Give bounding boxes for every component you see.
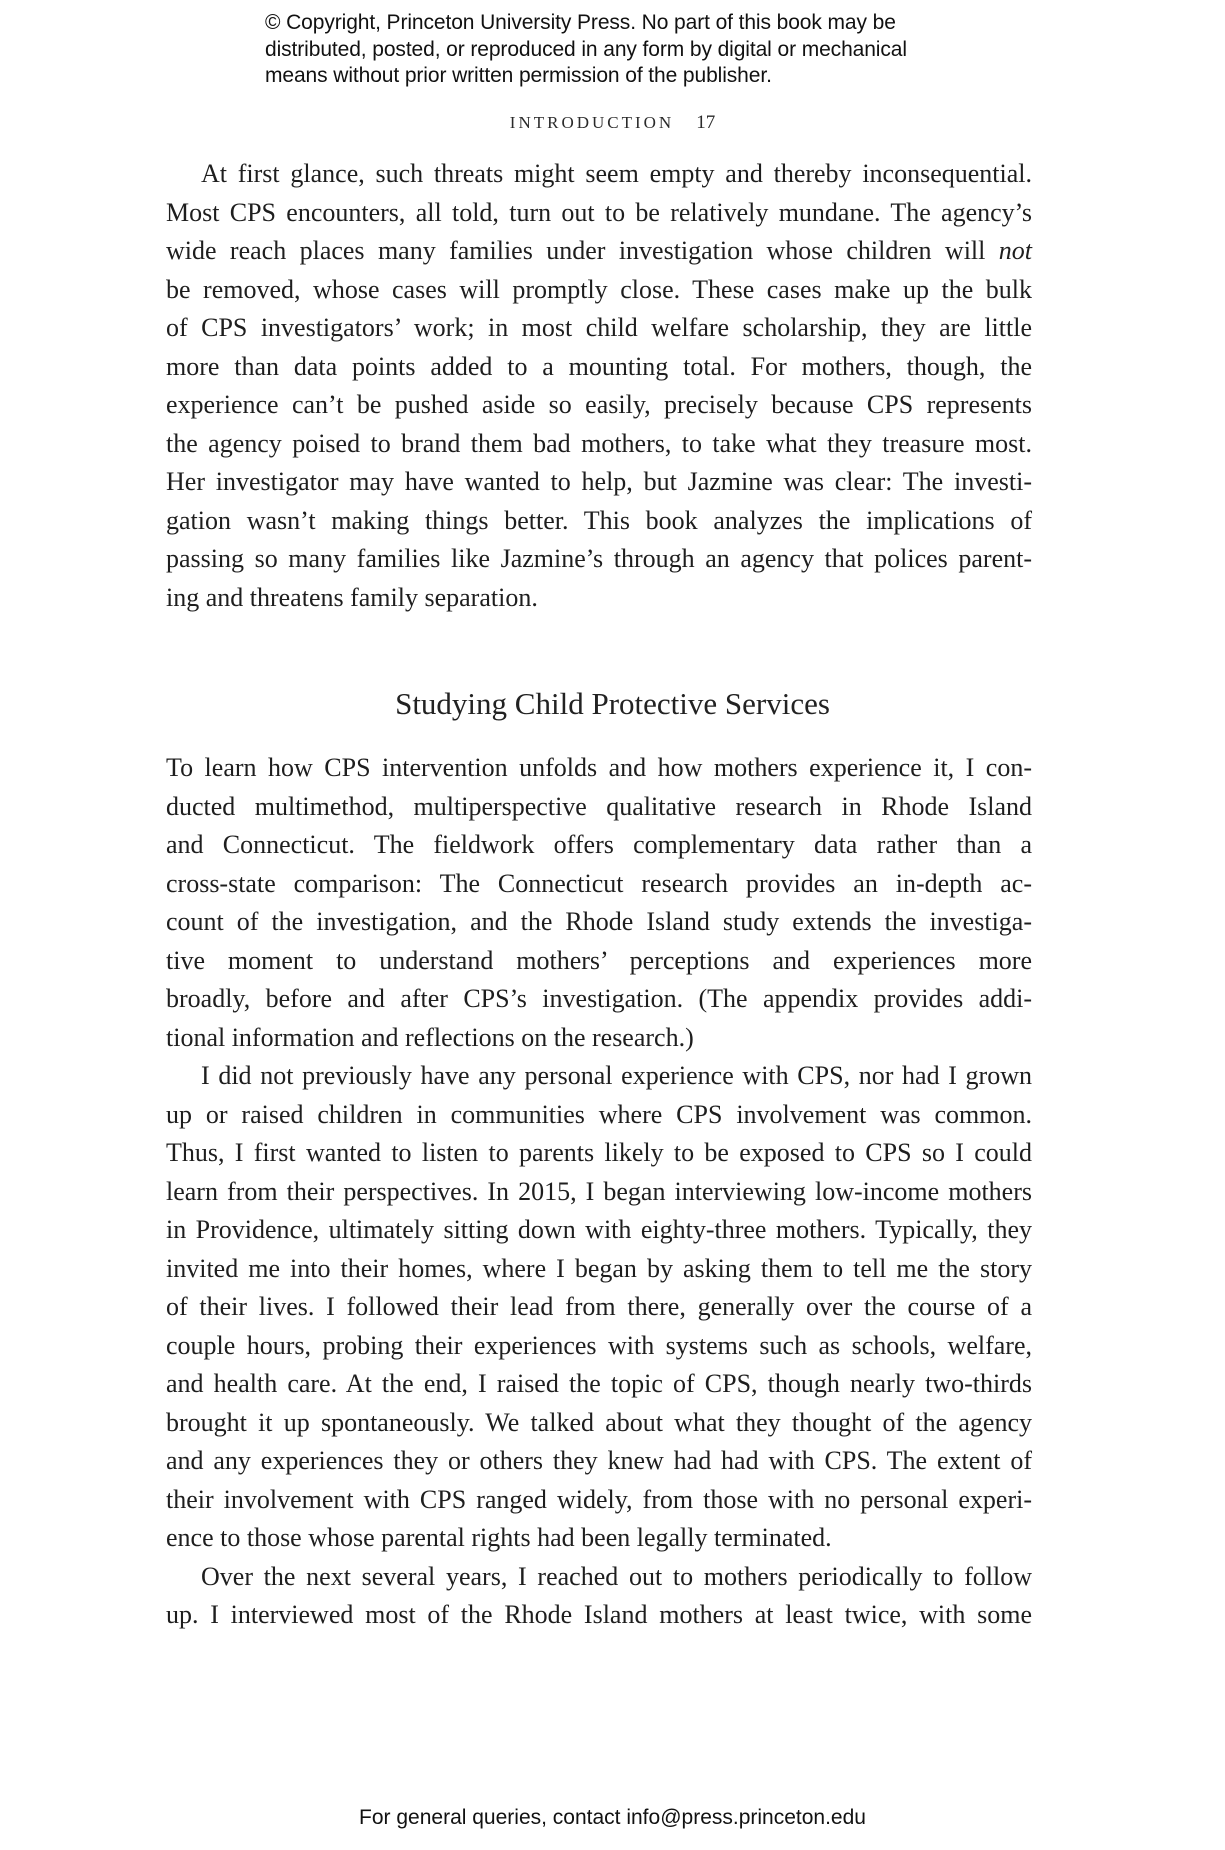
copyright-line: © Copyright, Princeton University Press. No part of this book may be <box>265 11 896 34</box>
text-line: Her investigator may have wanted to help, but Jazmine was clear: The investi- <box>166 467 1032 496</box>
text-line: more than data points added to a mounting total. For mothers, though, the <box>166 351 1032 381</box>
text-line: invited me into their homes, where I began by asking them to tell me the story <box>166 1253 1032 1283</box>
text-line: and health care. At the end, I raised the topic of CPS, though nearly two-thirds <box>166 1369 1032 1398</box>
text-line: tional information and reflections on the research.) <box>166 1022 694 1052</box>
text-line: up. I interviewed most of the Rhode Island mothers at least twice, with some <box>166 1600 1032 1629</box>
text-line: experience can’t be pushed aside so easily, precisely because CPS represents <box>166 390 1032 419</box>
text-line: broadly, before and after CPS’s investigation. (The appendix provides addi- <box>166 984 1032 1013</box>
text-line: up or raised children in communities where CPS involvement was common. <box>166 1099 1032 1129</box>
text-line: tive moment to understand mothers’ perceptions and experiences more <box>166 945 1032 975</box>
text-line: ducted multimethod, multiperspective qualitative research in Rhode Island <box>166 791 1032 821</box>
page-number: 17 <box>696 112 716 133</box>
copyright-line: means without prior written permission of the publisher. <box>265 64 772 87</box>
footer-contact: For general queries, contact info@press.princeton.edu <box>359 1806 866 1829</box>
paragraph-1 <box>166 155 1032 617</box>
chapter-title: INTRODUCTION <box>509 113 675 132</box>
copyright-notice <box>265 10 985 90</box>
text-line: count of the investigation, and the Rhode Island study extends the investiga- <box>166 907 1032 936</box>
text-line: At first glance, such threats might seem empty and thereby inconsequential. <box>201 159 1032 188</box>
text-line <box>166 232 1032 271</box>
emphasis-text: not <box>998 236 1032 265</box>
text-line: be removed, whose cases will promptly close. These cases make up the bulk <box>166 274 1032 304</box>
text-line: Most CPS encounters, all told, turn out to be relatively mundane. The agency’s <box>166 197 1032 227</box>
text-line: and any experiences they or others they knew had had with CPS. The extent of <box>166 1446 1032 1475</box>
text-line: learn from their perspectives. In 2015, I began interviewing low-income mothers <box>166 1176 1032 1206</box>
text-line: gation wasn’t making things better. This book analyzes the implications of <box>166 505 1032 535</box>
text-line: couple hours, probing their experiences with systems such as schools, welfare, <box>166 1330 1032 1360</box>
text-line: brought it up spontaneously. We talked about what they thought of the agency <box>166 1407 1032 1437</box>
text-line: of their lives. I followed their lead from there, generally over the course of a <box>166 1292 1032 1321</box>
section-heading: Studying Child Protective Services <box>395 686 830 721</box>
text-line: Thus, I first wanted to listen to parents likely to be exposed to CPS so I could <box>166 1138 1032 1167</box>
text-line: I did not previously have any personal experience with CPS, nor had I grown <box>201 1061 1032 1090</box>
text-span: wide reach places many families under investigation whose children will <box>166 236 986 265</box>
running-head <box>0 112 1225 134</box>
text-line: their involvement with CPS ranged widely, from those with no personal experi- <box>166 1484 1032 1514</box>
text-line: ing and threatens family separation. <box>166 582 538 612</box>
text-line: ence to those whose parental rights had been legally terminated. <box>166 1523 832 1552</box>
text-line: To learn how CPS intervention unfolds and how mothers experience it, I con- <box>166 753 1032 782</box>
text-line: passing so many families like Jazmine’s through an agency that polices parent- <box>166 544 1032 573</box>
text-line: in Providence, ultimately sitting down with eighty-three mothers. Typically, they <box>166 1215 1032 1244</box>
paragraph-2 <box>166 749 1032 1635</box>
text-line: the agency poised to brand them bad mothers, to take what they treasure most. <box>166 428 1032 458</box>
text-line: of CPS investigators’ work; in most child welfare scholarship, they are little <box>166 313 1032 342</box>
text-line: and Connecticut. The fieldwork offers complementary data rather than a <box>166 830 1032 859</box>
copyright-line: distributed, posted, or reproduced in any form by digital or mechanical <box>265 37 907 61</box>
text-line: cross-state comparison: The Connecticut research provides an in-depth ac- <box>166 868 1032 898</box>
text-line: Over the next several years, I reached out to mothers periodically to follow <box>201 1561 1032 1591</box>
